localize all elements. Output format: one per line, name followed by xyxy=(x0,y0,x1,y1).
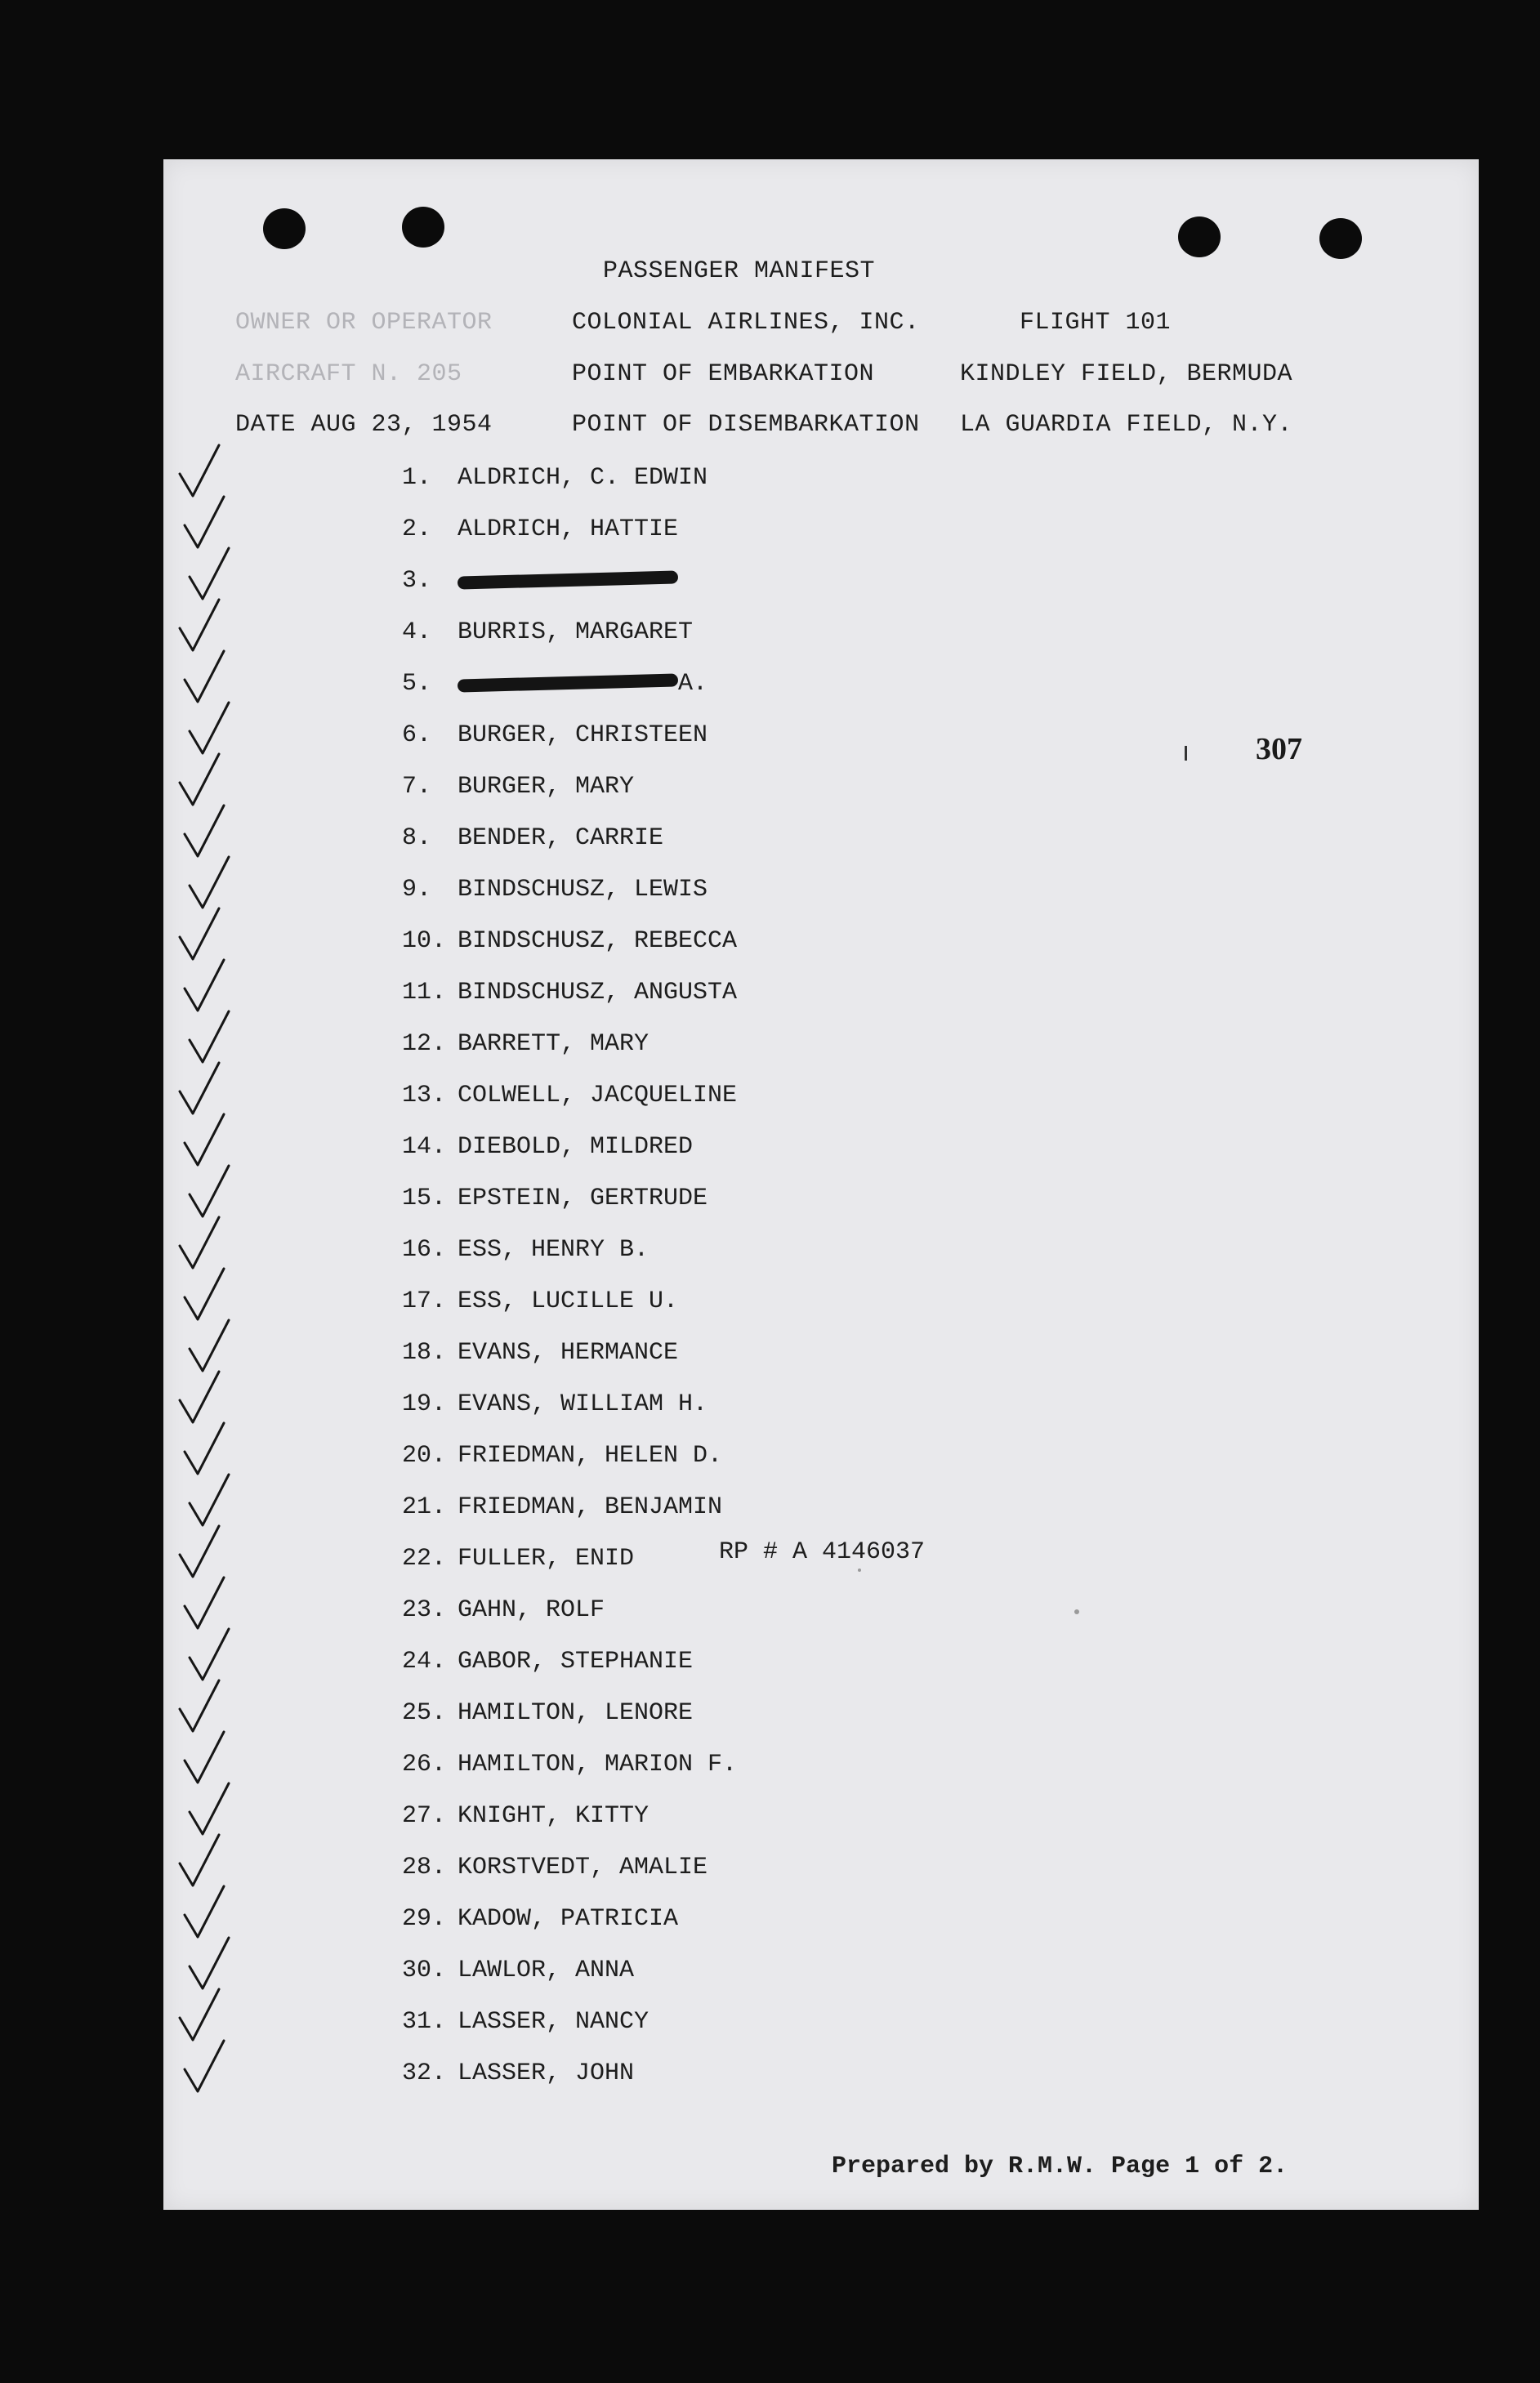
passenger-name: GAHN, ROLF xyxy=(458,1596,605,1624)
embark-value: KINDLEY FIELD, BERMUDA xyxy=(960,360,1293,388)
passenger-row xyxy=(402,1028,649,1060)
passenger-number: 26. xyxy=(402,1751,447,1778)
passenger-row xyxy=(402,1388,708,1421)
checkmark-19 xyxy=(180,1372,219,1422)
passenger-name: LASSER, JOHN xyxy=(458,2059,635,2087)
passenger-row xyxy=(402,1954,634,1987)
passenger-number: 18. xyxy=(402,1339,447,1367)
checkmark-2 xyxy=(185,497,224,547)
passenger-row xyxy=(402,2057,634,2090)
passenger-number: 16. xyxy=(402,1236,447,1264)
passenger-name: FRIEDMAN, BENJAMIN xyxy=(458,1493,723,1521)
rp-annotation: RP # A 4146037 xyxy=(719,1538,926,1566)
passenger-name: LASSER, NANCY xyxy=(458,2008,649,2036)
passenger-number: 24. xyxy=(402,1648,447,1676)
passenger-row xyxy=(402,1131,693,1163)
checkmark-13 xyxy=(180,1063,219,1113)
punch-hole xyxy=(402,207,444,248)
passenger-number: 13. xyxy=(402,1082,447,1109)
redaction-mark xyxy=(458,571,678,590)
passenger-name: COLWELL, JACQUELINE xyxy=(458,1082,738,1109)
disembark-label: POINT OF DISEMBARKATION xyxy=(572,411,920,439)
passenger-name: ESS, LUCILLE U. xyxy=(458,1287,679,1315)
passenger-row xyxy=(402,616,693,649)
passenger-number: 32. xyxy=(402,2059,447,2087)
passenger-number: 29. xyxy=(402,1905,447,1933)
checkmark-7 xyxy=(180,754,219,805)
passenger-name: BINDSCHUSZ, LEWIS xyxy=(458,876,708,904)
passenger-number: 21. xyxy=(402,1493,447,1521)
passenger-name: ALDRICH, C. EDWIN xyxy=(458,464,708,492)
checkmark-5 xyxy=(185,651,224,702)
checkmark-31 xyxy=(180,1989,219,2040)
passenger-name: ALDRICH, HATTIE xyxy=(458,515,679,543)
passenger-name: BENDER, CARRIE xyxy=(458,824,664,852)
checkmark-11 xyxy=(185,960,224,1011)
passenger-row xyxy=(402,513,678,546)
flight-number: FLIGHT 101 xyxy=(1020,309,1172,337)
embark-label: POINT OF EMBARKATION xyxy=(572,360,875,388)
passenger-row xyxy=(402,1800,649,1832)
passenger-name: BURGER, MARY xyxy=(458,773,635,801)
passenger-name: KORSTVEDT, AMALIE xyxy=(458,1854,708,1881)
passenger-row xyxy=(402,873,708,906)
passenger-row xyxy=(402,2006,649,2038)
passenger-number: 23. xyxy=(402,1596,447,1624)
passenger-number: 20. xyxy=(402,1442,447,1470)
passenger-row xyxy=(402,1851,708,1884)
passenger-row xyxy=(402,1337,678,1369)
passenger-row xyxy=(402,770,634,803)
checkmark-8 xyxy=(185,805,224,856)
passenger-name: ESS, HENRY B. xyxy=(458,1236,649,1264)
passenger-name: BURRIS, MARGARET xyxy=(458,618,694,646)
passenger-name: A. xyxy=(678,670,708,698)
passenger-name: BINDSCHUSZ, REBECCA xyxy=(458,927,738,955)
passenger-name: EVANS, WILLIAM H. xyxy=(458,1390,708,1418)
checkmark-20 xyxy=(185,1423,224,1474)
checkmark-17 xyxy=(185,1269,224,1319)
passenger-row xyxy=(402,925,737,957)
passenger-name: KNIGHT, KITTY xyxy=(458,1802,649,1830)
passenger-number: 9. xyxy=(402,876,432,904)
passenger-number: 28. xyxy=(402,1854,447,1881)
checkmark-29 xyxy=(185,1886,224,1937)
checkmark-10 xyxy=(180,908,219,959)
passenger-row xyxy=(402,667,708,700)
passenger-name: DIEBOLD, MILDRED xyxy=(458,1133,694,1161)
prepared-by-footer: Prepared by R.M.W. Page 1 of 2. xyxy=(832,2153,1288,2180)
checkmark-28 xyxy=(180,1835,219,1885)
paper-speck xyxy=(858,1569,861,1572)
passenger-row xyxy=(402,1182,708,1215)
stamp-tick-mark xyxy=(1185,746,1187,761)
date-label: DATE AUG 23, 1954 xyxy=(235,411,493,439)
checkmark-25 xyxy=(180,1680,219,1731)
passenger-name: GABOR, STEPHANIE xyxy=(458,1648,694,1676)
passenger-row xyxy=(402,1285,678,1318)
aircraft-label: AIRCRAFT N. 205 xyxy=(235,360,462,388)
passenger-row xyxy=(402,1645,693,1678)
passenger-row xyxy=(402,462,708,494)
checkmark-30 xyxy=(190,1938,229,1988)
passenger-number: 3. xyxy=(402,567,432,595)
passenger-number: 12. xyxy=(402,1030,447,1058)
paper-speck xyxy=(1074,1609,1079,1614)
stamp-number: 307 xyxy=(1256,732,1302,766)
passenger-number: 5. xyxy=(402,670,432,698)
passenger-number: 15. xyxy=(402,1185,447,1212)
checkmark-6 xyxy=(190,703,229,753)
checkmark-18 xyxy=(190,1320,229,1371)
passenger-number: 30. xyxy=(402,1957,447,1984)
passenger-number: 31. xyxy=(402,2008,447,2036)
redaction-mark xyxy=(458,674,678,693)
passenger-row xyxy=(402,1079,737,1112)
passenger-row xyxy=(402,1697,693,1729)
passenger-number: 7. xyxy=(402,773,432,801)
passenger-number: 8. xyxy=(402,824,432,852)
passenger-number: 17. xyxy=(402,1287,447,1315)
checkmark-14 xyxy=(185,1114,224,1165)
manifest-title: PASSENGER MANIFEST xyxy=(603,257,876,285)
passenger-row xyxy=(402,719,708,752)
passenger-name: BINDSCHUSZ, ANGUSTA xyxy=(458,979,738,1006)
passenger-name: BARRETT, MARY xyxy=(458,1030,649,1058)
passenger-row xyxy=(402,1748,737,1781)
passenger-name: HAMILTON, MARION F. xyxy=(458,1751,738,1778)
passenger-name: EPSTEIN, GERTRUDE xyxy=(458,1185,708,1212)
passenger-name: EVANS, HERMANCE xyxy=(458,1339,679,1367)
checkmark-24 xyxy=(190,1629,229,1680)
checkmark-3 xyxy=(190,548,229,599)
passenger-number: 22. xyxy=(402,1545,447,1573)
manifest-page xyxy=(163,159,1479,2210)
handwritten-checkmarks xyxy=(163,159,1479,2210)
checkmark-12 xyxy=(190,1011,229,1062)
passenger-row xyxy=(402,1234,649,1266)
passenger-name: LAWLOR, ANNA xyxy=(458,1957,635,1984)
passenger-row xyxy=(402,976,737,1009)
operator-name: COLONIAL AIRLINES, INC. xyxy=(572,309,920,337)
passenger-name: HAMILTON, LENORE xyxy=(458,1699,694,1727)
disembark-value: LA GUARDIA FIELD, N.Y. xyxy=(960,411,1293,439)
checkmark-15 xyxy=(190,1166,229,1216)
passenger-row xyxy=(402,1903,678,1935)
passenger-number: 4. xyxy=(402,618,432,646)
passenger-row xyxy=(402,1542,634,1575)
passenger-number: 2. xyxy=(402,515,432,543)
punch-hole xyxy=(1319,218,1362,259)
passenger-number: 27. xyxy=(402,1802,447,1830)
checkmark-1 xyxy=(180,445,219,496)
checkmark-16 xyxy=(180,1217,219,1268)
checkmark-21 xyxy=(190,1475,229,1525)
checkmark-4 xyxy=(180,600,219,650)
punch-hole xyxy=(1178,216,1221,257)
passenger-name: FULLER, ENID xyxy=(458,1545,635,1573)
passenger-row xyxy=(402,822,663,855)
passenger-row xyxy=(402,565,678,597)
passenger-name: KADOW, PATRICIA xyxy=(458,1905,679,1933)
owner-label: OWNER OR OPERATOR xyxy=(235,309,493,337)
passenger-number: 1. xyxy=(402,464,432,492)
checkmark-27 xyxy=(190,1783,229,1834)
passenger-row xyxy=(402,1491,722,1524)
passenger-number: 10. xyxy=(402,927,447,955)
checkmark-9 xyxy=(190,857,229,908)
passenger-row xyxy=(402,1439,722,1472)
passenger-name: FRIEDMAN, HELEN D. xyxy=(458,1442,723,1470)
passenger-name: BURGER, CHRISTEEN xyxy=(458,721,708,749)
checkmark-32 xyxy=(185,2041,224,2091)
passenger-number: 11. xyxy=(402,979,447,1006)
checkmark-26 xyxy=(185,1732,224,1783)
passenger-row xyxy=(402,1594,605,1627)
punch-hole xyxy=(263,208,306,249)
passenger-number: 14. xyxy=(402,1133,447,1161)
passenger-number: 25. xyxy=(402,1699,447,1727)
checkmark-23 xyxy=(185,1578,224,1628)
checkmark-22 xyxy=(180,1526,219,1577)
passenger-number: 6. xyxy=(402,721,432,749)
passenger-number: 19. xyxy=(402,1390,447,1418)
